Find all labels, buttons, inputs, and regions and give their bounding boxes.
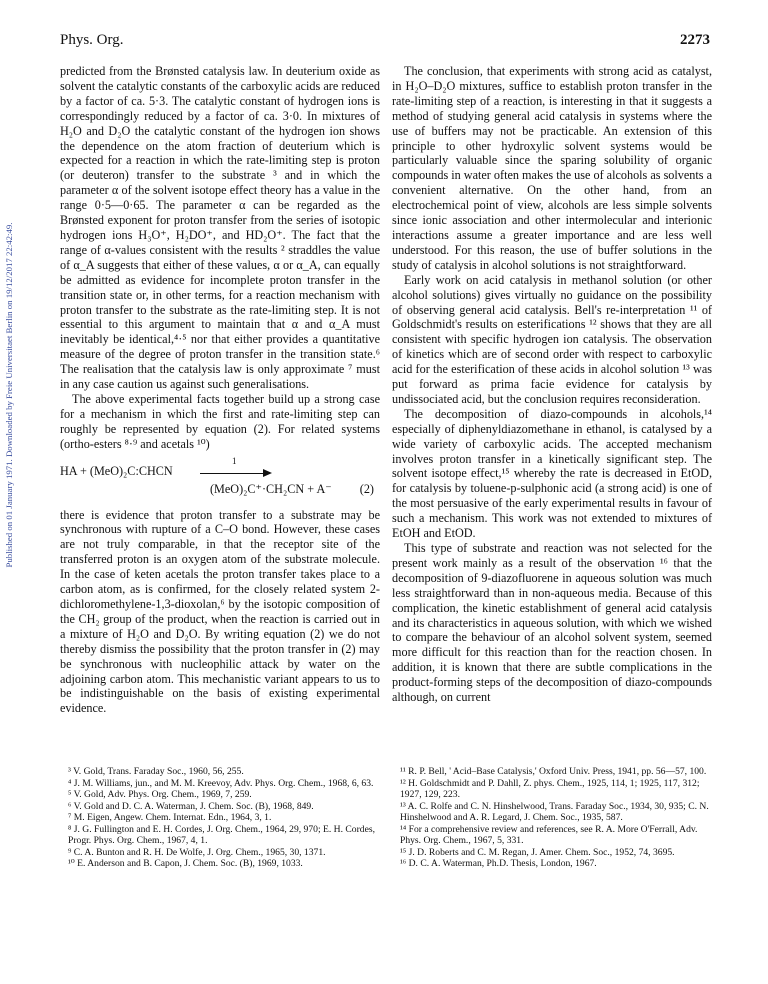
page-header [60,32,710,49]
download-provenance-text: Published on 01 January 1971. Downloaded by Freie Universitaet Berlin on 19/12/2017 22:42:49. [4,222,14,568]
right-paragraph-3: The decomposition of diazo-compounds in alcohols,¹⁴ especially of diphenyldiazomethane in ethanol, is catalysed by a wide variety of carboxylic acids. The accepted mechanism involves proton transfer in a kinetically significant step. The solvent isotope effect,¹⁵ whereby the rate is decreased in EtOD, for catalysis by toluene-p-sulphonic acid (a strong acid) is one of the most persuasive of the early experimental results in favour of such a mechanism. This work was not extended to mixtures of EtOH and EtOD. [392,406,712,541]
reaction-arrow-icon [200,467,272,479]
reference-item: ⁶ V. Gold and D. C. A. Waterman, J. Chem. Soc. (B), 1968, 849. [68,800,314,812]
equation-reactants: HA + (MeO)₂C:CHCN [60,463,173,478]
references-right [392,766,712,870]
equation-rate-constant: 1 [232,455,237,466]
download-provenance-note [2,160,16,630]
left-column [60,64,380,716]
reference-item: ¹⁵ J. D. Roberts and C. M. Regan, J. Amer. Chem. Soc., 1952, 74, 3695. [400,846,675,858]
reference-item: ⁴ J. M. Williams, jun., and M. M. Kreevoy, Adv. Phys. Org. Chem., 1968, 6, 63. [68,777,374,789]
reference-item: ⁷ M. Eigen, Angew. Chem. Internat. Edn., 1964, 3, 1. [68,812,272,823]
reference-item: ¹² H. Goldschmidt and P. Dahll, Z. phys. Chem., 1925, 114, 1; 1925, 117, 312; 1927, 129, 223. [400,777,700,800]
reference-item: ¹⁰ E. Anderson and B. Capon, J. Chem. Soc. (B), 1969, 1033. [68,858,303,869]
references-left [60,766,380,870]
reference-item: ⁵ V. Gold, Adv. Phys. Org. Chem., 1969, 7, 259. [68,789,252,800]
left-paragraph-2: The above experimental facts together build up a strong case for a mechanism in which the first and rate-limiting step can roughly be represented by equation (2). For related systems (ortho-esters ⁸·⁹ and acetals ¹⁰) [60,391,380,451]
left-paragraph-1: predicted from the Brønsted catalysis law. In deuterium oxide as solvent the catalytic constants of the carboxylic acids are reduced by a factor of ca. 5·3. The catalytic constant of hydrogen ions is correspondingly reduced by a factor of ca. 3·0. In mixtures of H₂O and D₂O the catalytic constant of the hydrogen ion shows the dependence on the atom fraction of deuterium which is expected for a reaction in which the rate-limiting step is proton (or deuteron) transfer to the substrate ³ and in which the parameter α of the solvent isotope effect theory has a value in the range 0·5—0·65. The parameter α can be regarded as the Brønsted exponent for proton transfer from the series of isotopic hydrogen ions H₃O⁺, H₂DO⁺, and HD₂O⁺. The fact that the range of α-values consistent with the results ² straddles the value of α_A suggests that either of these values, α or α_A, can equally be admitted as evidence for incomplete proton transfer in the transition state or, in other terms, for a reaction mechanism with proton transfer to the substrate as the rate-limiting step. It is not essential to this argument to maintain that α and α_A must inevitably be identical,⁴·⁵ nor that either provides a quantitative measure of the degree of proton transfer in the transition state.⁶ The realisation that the catalysis law is only approximate ⁷ must in any case caution us against such generalisations. [60,64,380,392]
journal-section-title: Phys. Org. [60,32,124,48]
left-paragraph-3: there is evidence that proton transfer to a substrate may be synchronous with rupture of a C–O bond. However, these cases are not truly comparable, in that the receptor site of the transferred proton is an oxygen atom of the substrate molecule. In the case of keten acetals the proton transfer takes place to a carbon atom, as is confirmed, for the closely related system 2-dichloromethylene-1,3-dioxolan,⁶ by the isotopic composition of the CH₂ group of the product, when the reaction is carried out in a mixture of H₂O and D₂O. By writing equation (2) we do not thereby dismiss the possibility that the proton transfer in (2) may be synchronous with nucleophilic attack by water on the adjoining carbon atom. This mechanistic variant appears to us to be indistinguishable on the basis of existing experimental evidence. [60,507,380,716]
page-number: 2273 [680,32,710,48]
reference-item: ⁹ C. A. Bunton and R. H. De Wolfe, J. Org. Chem., 1965, 30, 1371. [68,846,326,858]
right-paragraph-1: The conclusion, that experiments with strong acid as catalyst, in H₂O–D₂O mixtures, suffice to establish proton transfer in the rate-limiting step of a reaction, is interesting in that it suggests a method of studying general acid catalysis in systems where the use of buffers may not be practicable. An extension of this principle to other hydroxylic solvent systems would be particularly valuable since the sparing solubility of organic compounds in water often makes the use of alcohols as solvents a convenient alternative. On the other hand, from an electrochemical point of view, alcohols are less simple solvents since ionic association and other intermolecular and interionic interactions assume a greater importance and are less well understood. For this reason, the use of buffer solutions in the study of catalysis in alcohol solutions is not straightforward. [392,64,712,272]
right-paragraph-2: Early work on acid catalysis in methanol solution (or other alcohol solutions) gives virtually no guidance on the possibility of observing general acid catalysis. Bell's re-interpretation ¹¹ of Goldschmidt's results on esterifications ¹² shows that they are all consistent with specific hydrogen ion catalysis. The observation of kinetics which are of second order with respect to carboxylic acid for the esterification of these acids in alcohol solution ¹³ was put forward as prima facie evidence for catalysis by undissociated acid, but the conclusion requires reconsideration. [392,272,712,406]
right-paragraph-4: This type of substrate and reaction was not selected for the present work mainly as a result of the observation ¹⁶ that the decomposition of 9-diazofluorene in aqueous solution was much less straightforward than in non-aqueous media. Because of this complication, the kinetic establishment of general acid catalysis and its characteristics in aqueous solution, with which we wished to compare the behaviour of an alcohol solvent system, seemed more difficult for this reaction than for the reaction chosen. In addition, it is known that there are subtle complications in the product-forming steps of the decomposition of diazo-compounds although, on current [392,541,712,705]
equation-products: (MeO)₂C⁺·CH₂CN + A⁻ [210,481,332,496]
reference-item: ¹⁶ D. C. A. Waterman, Ph.D. Thesis, London, 1967. [400,858,597,869]
right-column [392,64,712,705]
reference-item: ³ V. Gold, Trans. Faraday Soc., 1960, 56, 255. [68,766,244,777]
reference-item: ¹¹ R. P. Bell, ' Acid–Base Catalysis,' Oxford Univ. Press, 1941, pp. 56—57, 100. [400,766,707,777]
reaction-equation [60,455,380,502]
equation-number: (2) [359,481,374,496]
reference-item: ¹³ A. C. Rolfe and C. N. Hinshelwood, Trans. Faraday Soc., 1934, 30, 935; C. N. Hinshelwood and A. R. Legard, J. Chem. Soc., 1935, 587. [400,800,709,823]
reference-item: ⁸ J. G. Fullington and E. H. Cordes, J. Org. Chem., 1964, 29, 970; E. H. Cordes, Progr. Phys. Org. Chem., 1967, 4, 1. [68,823,375,846]
reference-item: ¹⁴ For a comprehensive review and references, see R. A. More O'Ferrall, Adv. Phys. Org. Chem., 1967, 5, 331. [400,823,698,846]
